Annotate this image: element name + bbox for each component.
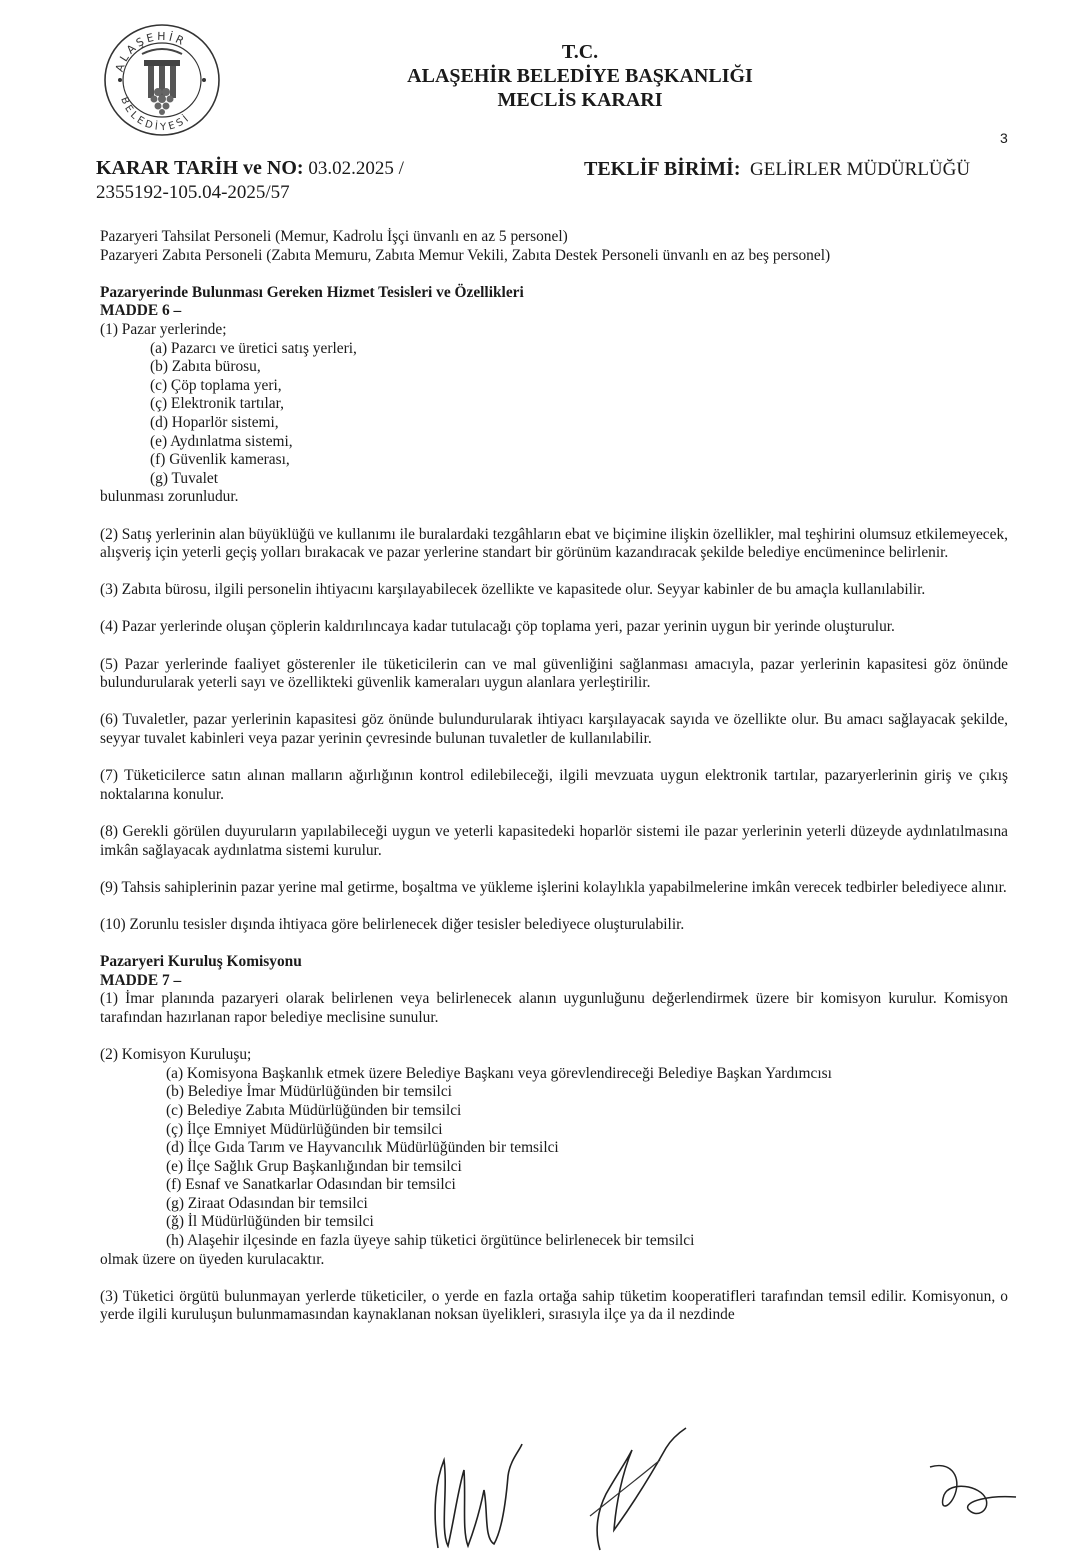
proposal-unit-label: TEKLİF BİRİMİ:	[584, 158, 741, 180]
paragraph: (2) Komisyon Kuruluşu;	[100, 1046, 252, 1064]
document-body	[100, 228, 1008, 1325]
paragraph: (3) Zabıta bürosu, ilgili personelin ihtiyacını karşılayabilecek özellikte ve kapasitede olur. Seyyar kabinler de bu amaçla kullanılabilir.	[100, 581, 926, 599]
paragraph: olmak üzere on üyeden kurulacaktır.	[100, 1250, 325, 1268]
decision-date: 03.02.2025 /	[308, 158, 404, 179]
svg-text:BELEDİYESİ: BELEDİYESİ	[118, 95, 194, 134]
list-item: (ğ) İl Müdürlüğünden bir temsilci	[166, 1213, 374, 1231]
paragraph: (8) Gerekli görülen duyuruların yapılabileceği uygun ve yeterli kapasitedeki hoparlör sistemi ile pazar yerlerinin yeterli düzeyde aydınlatılmasına imkân sağlayacak aydınlatma sistemi kurulur.	[100, 823, 1008, 859]
header-tc: T.C.	[561, 41, 599, 63]
list-item: (ç) İlçe Emniyet Müdürlüğünden bir temsilci	[166, 1120, 443, 1138]
svg-text:ALAŞEHİR: ALAŞEHİR	[112, 29, 189, 74]
paragraph: (3) Tüketici örgütü bulunmayan yerlerde tüketiciler, o yerde en fazla ortağa sahip tüketim kooperatifleri tarafından temsil edilir. Komisyonun, o yerde ilgili kuruluşun bulunmamasından kaynaklanan noksan üyelikleri, sırasıyla ilçe ya da il nezdinde	[100, 1287, 1008, 1324]
paragraph: (10) Zorunlu tesisler dışında ihtiyaca göre belirlenecek diğer tesisler belediyece oluşturulabilir.	[100, 915, 685, 933]
decision-date-number	[96, 156, 404, 205]
paragraph: (4) Pazar yerlerinde oluşan çöplerin kaldırılıncaya kadar tutulacağı çöp toplama yeri, pazar yerinin uygun bir yerinde oluşturulur.	[100, 618, 895, 636]
section-title: Pazaryerinde Bulunması Gereken Hizmet Tesisleri ve Özellikleri	[100, 283, 524, 301]
article-heading: MADDE 6 –	[100, 302, 182, 320]
list-item: (b) Zabıta bürosu,	[150, 358, 261, 376]
header-document-type: MECLİS KARARI	[497, 89, 663, 111]
list-item: (e) Aydınlatma sistemi,	[150, 432, 293, 450]
proposal-unit-value: GELİRLER MÜDÜRLÜĞÜ	[750, 159, 971, 180]
list-item: (f) Esnaf ve Sanatkarlar Odasından bir temsilci	[166, 1176, 456, 1194]
section-title: Pazaryeri Kuruluş Komisyonu	[100, 953, 302, 971]
paragraph: (7) Tüketicilerce satın alınan malların ağırlığının kontrol edilebileceği, ilgili mevzuata uygun elektronik tartılar, pazaryerlerinin giriş ve çıkış noktalarına konulur.	[100, 767, 1008, 803]
paragraph: (9) Tahsis sahiplerinin pazar yerine mal getirme, boşaltma ve yükleme işlerini kolaylıkla yapabilmelerine imkân verecek tedbirler belediyece alınır.	[100, 878, 1007, 896]
list-item: (d) Hoparlör sistemi,	[150, 413, 279, 431]
list-item: (g) Ziraat Odasından bir temsilci	[166, 1194, 368, 1212]
list-item: (a) Komisyona Başkanlık etmek üzere Belediye Başkanı veya görevlendireceği Belediye Başkan Yardımcısı	[166, 1064, 832, 1082]
paragraph: (6) Tuvaletler, pazar yerlerinin kapasitesi göz önünde bulundurularak ihtiyacı karşılayacak sayıda ve özellikte olur. Bu amacı sağlayacak şekilde, seyyar tuvalet kabinleri veya pazar yerinin çevresinde bulunan tuvaletler de kullanılabilir.	[100, 711, 1008, 748]
municipality-seal-logo	[102, 22, 222, 138]
list-item: (f) Güvenlik kamerası,	[150, 451, 290, 469]
decision-label: KARAR TARİH ve NO:	[96, 157, 304, 179]
handwritten-signature-2	[920, 1455, 1030, 1535]
list-item: (g) Tuvalet	[150, 469, 218, 487]
list-item: (b) Belediye İmar Müdürlüğünden bir temsilci	[166, 1083, 452, 1101]
list-item: (a) Pazarcı ve üretici satış yerleri,	[150, 339, 357, 357]
header-institution: ALAŞEHİR BELEDİYE BAŞKANLIĞI	[407, 65, 753, 87]
list-item: (c) Çöp toplama yeri,	[150, 376, 282, 394]
paragraph: (1) İmar planında pazaryeri olarak belirlenen veya belirlenecek alanın uygunluğunu değerlendirmek üzere bir komisyon kurulur. Komisyon tarafından hazırlanan rapor belediye meclisine sunulur.	[100, 990, 1008, 1026]
intro-line: Pazaryeri Tahsilat Personeli (Memur, Kadrolu İşçi ünvanlı en az 5 personel)	[100, 228, 568, 245]
page-number: 3	[1000, 130, 1008, 146]
list-item: (h) Alaşehir ilçesinde en fazla üyeye sahip tüketici örgütünce belirlenecek bir temsilci	[166, 1232, 695, 1250]
proposal-unit	[584, 158, 970, 181]
list-item: (e) İlçe Sağlık Grup Başkanlığından bir temsilci	[166, 1157, 462, 1175]
paragraph: (5) Pazar yerlerinde faaliyet gösterenler ile tüketicilerin can ve mal güvenliğini sağlanması amacıyla, pazar yerlerinin kapasitesi göz önünde bulundurularak yeterli sayı ve özellikteki güvenlik kameraları uygun alanlara yerleştirilir.	[100, 655, 1008, 692]
paragraph: bulunması zorunludur.	[100, 488, 239, 506]
paragraph: (2) Satış yerlerinin alan büyüklüğü ve kullanımı ile buralardaki tezgâhların ebat ve biçimine ilişkin özellikler, mal teşhirini olumsuz etkilemeyecek, alışveriş için yeterli geçiş yolları bırakacak ve pazar yerlerine standart bir görünüm kazandıracak şekilde belediye encümenince belirlenir.	[100, 525, 1009, 562]
list-item: (c) Belediye Zabıta Müdürlüğünden bir temsilci	[166, 1101, 462, 1119]
decision-number: 2355192-105.04-2025/57	[96, 182, 290, 203]
intro-line: Pazaryeri Zabıta Personeli (Zabıta Memuru, Zabıta Memur Vekili, Zabıta Destek Personeli ünvanlı en az beş personel)	[100, 246, 831, 264]
paragraph: (1) Pazar yerlerinde;	[100, 320, 227, 338]
list-item: (d) İlçe Gıda Tarım ve Hayvancılık Müdürlüğünden bir temsilci	[166, 1139, 559, 1157]
list-item: (ç) Elektronik tartılar,	[150, 395, 284, 413]
handwritten-signature-1	[410, 1420, 710, 1558]
article-heading: MADDE 7 –	[100, 971, 182, 989]
